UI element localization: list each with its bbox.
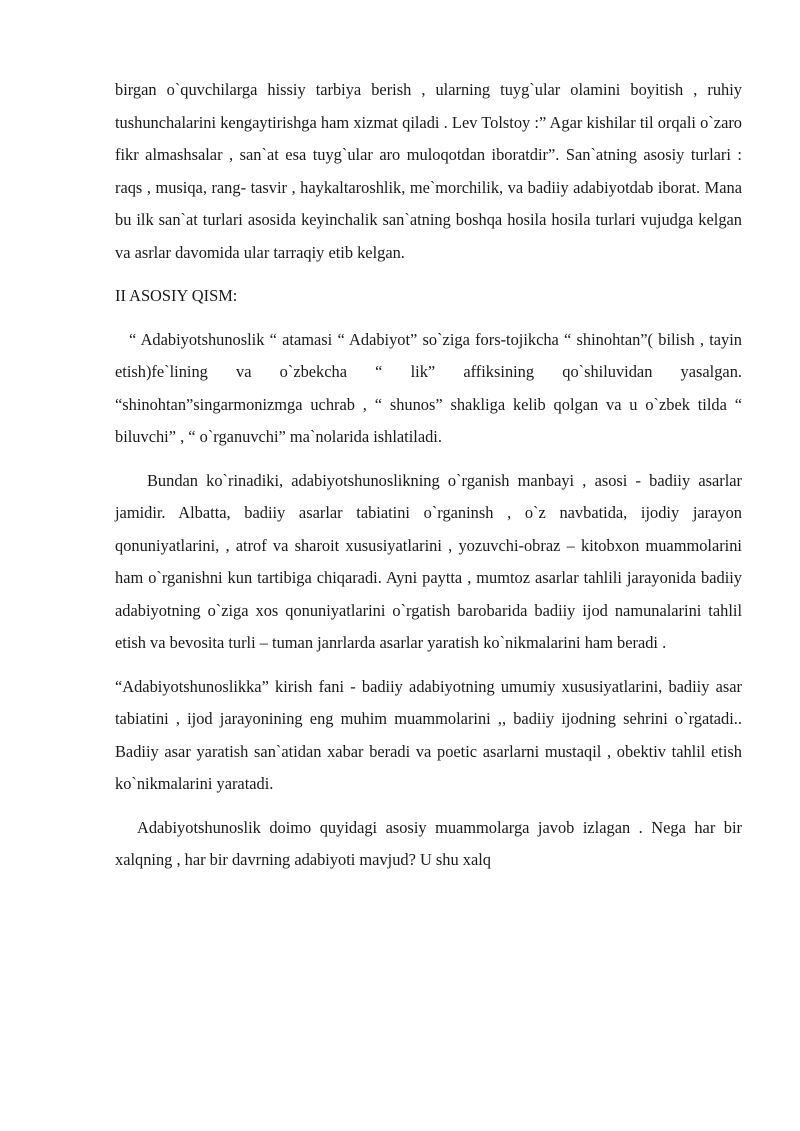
paragraph-main-problems: Adabiyotshunoslik doimo quyidagi asosiy muammolarga javob izlagan . Nega har bir xalqning , har bir davrning adabiyoti mavjud? U shu xalq xyxy=(115,817,742,869)
paragraph-term-definition: “ Adabiyotshunoslik “ atamasi “ Adabiyot” so`ziga fors-tojikcha “ shinohtan”( bilish , tayin etish)fe`lining va o`zbekcha “ lik” affiksining qo`shiluvidan yasalgan. “shinohtan”singarmonizmga uchrab , “ shunos” shakliga kelib qolgan va u o`zbek tilda “ biluvchi” , “ o`rganuvchi” ma`nolarida ishlatiladi. xyxy=(115,329,742,446)
document-page xyxy=(115,74,742,877)
paragraph-study-source: Bundan ko`rinadiki, adabiyotshunoslikning o`rganish manbayi , asosi - badiiy asarlar jamidir. Albatta, badiiy asarlar tabiatini o`rganinsh , o`z navbatida, ijodiy jarayon qonuniyatlarini, , atrof va sharoit xususiyatlarini , yozuvchi-obraz – kitobxon muammolarini ham o`rganishni kun tartibiga chiqaradi. Ayni paytta , mumtoz asarlar tahlili jarayonida badiiy adabiyotning o`ziga xos qonuniyatlarini o`rgatish barobarida badiiy ijod namunalarini tahlil etish va bevosita turli – tuman janrlarda asarlar yaratish ko`nikmalarini ham beradi . xyxy=(115,470,742,652)
section-heading: II ASOSIY QISM: xyxy=(115,286,238,305)
paragraph-course-intro: “Adabiyotshunoslikka” kirish fani - badiiy adabiyotning umumiy xususiyatlarini, badiiy asar tabiatini , ijod jarayonining eng muhim muammolarini ,, badiiy ijodning sehrini o`rgatadi.. Badiiy asar yaratish san`atidan xabar beradi va poetic asarlarni mustaqil , obektiv tahlil etish ko`nikmalarini yaratadi. xyxy=(115,676,742,793)
paragraph-intro: birgan o`quvchilarga hissiy tarbiya berish , ularning tuyg`ular olamini boyitish , ruhiy tushunchalarini kengaytirishga ham xizmat qiladi . Lev Tolstoy :” Agar kishilar til orqali o`zaro fikr almashsalar , san`at esa tuyg`ular aro muloqotdan iboratdir”. San`atning asosiy turlari : raqs , musiqa, rang- tasvir , haykaltaroshlik, me`morchilik, va badiiy adabiyotdab iborat. Mana bu ilk san`at turlari asosida keyinchalik san`atning boshqa hosila hosila turlari vujudga kelgan va asrlar davomida ular tarraqiy etib kelgan. xyxy=(115,80,742,262)
